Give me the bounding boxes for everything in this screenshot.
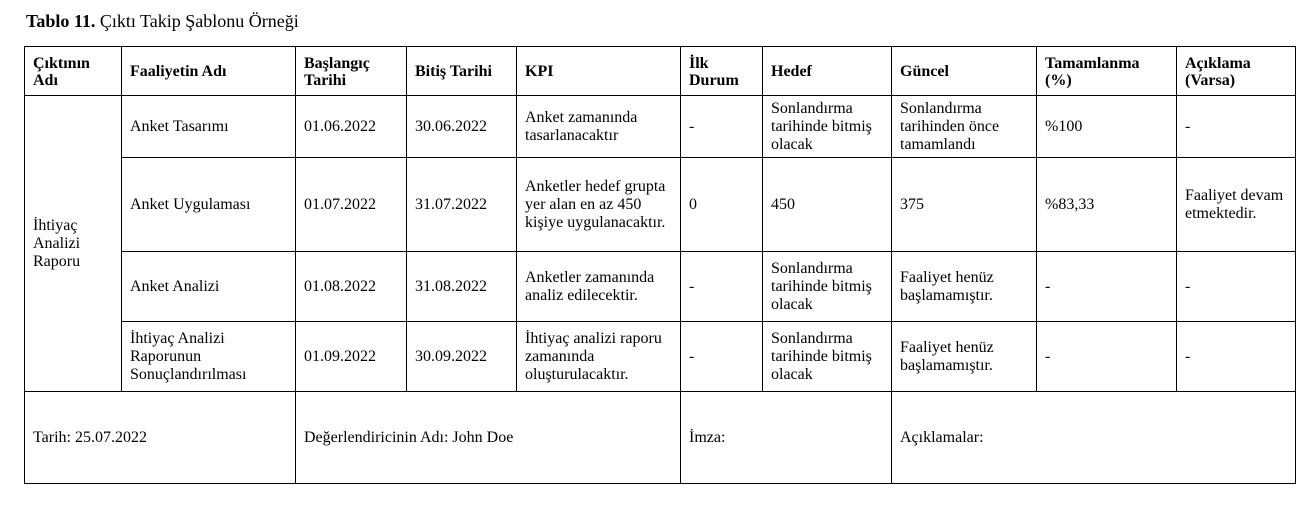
cell-activity: Anket Analizi <box>122 252 296 322</box>
table-row <box>25 158 1296 252</box>
cell-initial-status: - <box>681 96 763 158</box>
footer-remarks: Açıklamalar: <box>892 392 1296 484</box>
cell-initial-status: - <box>681 322 763 392</box>
header-kpi: KPI <box>517 47 681 96</box>
cell-completion: %100 <box>1037 96 1177 158</box>
cell-note: - <box>1177 252 1296 322</box>
cell-current: 375 <box>892 158 1037 252</box>
header-completion: Tamamlanma (%) <box>1037 47 1177 96</box>
cell-kpi: Anketler zamanında analiz edilecektir. <box>517 252 681 322</box>
header-target: Hedef <box>763 47 892 96</box>
cell-activity: Anket Tasarımı <box>122 96 296 158</box>
cell-current: Sonlandırma tarihinden önce tamamlandı <box>892 96 1037 158</box>
cell-current: Faaliyet henüz başlamamıştır. <box>892 252 1037 322</box>
cell-start-date: 01.09.2022 <box>296 322 407 392</box>
cell-completion: - <box>1037 252 1177 322</box>
table-row <box>25 96 1296 158</box>
header-initial-status: İlk Durum <box>681 47 763 96</box>
footer-row <box>25 392 1296 484</box>
table-row <box>25 322 1296 392</box>
header-output-name: Çıktının Adı <box>25 47 122 96</box>
cell-end-date: 30.06.2022 <box>407 96 517 158</box>
table-row <box>25 252 1296 322</box>
output-group-cell: İhtiyaç Analizi Raporu <box>25 96 122 392</box>
caption-text: Çıktı Takip Şablonu Örneği <box>99 11 299 31</box>
cell-target: Sonlandırma tarihinde bitmiş olacak <box>763 322 892 392</box>
footer-signature: İmza: <box>681 392 892 484</box>
header-start-date: Başlangıç Tarihi <box>296 47 407 96</box>
cell-kpi: İhtiyaç analizi raporu zamanında oluşturulacaktır. <box>517 322 681 392</box>
cell-start-date: 01.06.2022 <box>296 96 407 158</box>
header-row <box>25 47 1296 96</box>
cell-target: Sonlandırma tarihinde bitmiş olacak <box>763 96 892 158</box>
cell-note: Faaliyet devam etmektedir. <box>1177 158 1296 252</box>
cell-note: - <box>1177 322 1296 392</box>
cell-target: 450 <box>763 158 892 252</box>
caption-label: Tablo 11. <box>26 11 96 31</box>
header-current: Güncel <box>892 47 1037 96</box>
output-tracking-table <box>24 46 1296 484</box>
cell-kpi: Anketler hedef grupta yer alan en az 450 kişiye uygulanacaktır. <box>517 158 681 252</box>
footer-evaluator: Değerlendiricinin Adı: John Doe <box>296 392 681 484</box>
cell-completion: - <box>1037 322 1177 392</box>
cell-current: Faaliyet henüz başlamamıştır. <box>892 322 1037 392</box>
cell-activity: Anket Uygulaması <box>122 158 296 252</box>
cell-start-date: 01.07.2022 <box>296 158 407 252</box>
cell-target: Sonlandırma tarihinde bitmiş olacak <box>763 252 892 322</box>
cell-initial-status: - <box>681 252 763 322</box>
cell-kpi: Anket zamanında tasarlanacaktır <box>517 96 681 158</box>
header-end-date: Bitiş Tarihi <box>407 47 517 96</box>
cell-end-date: 31.07.2022 <box>407 158 517 252</box>
cell-start-date: 01.08.2022 <box>296 252 407 322</box>
header-notes: Açıklama (Varsa) <box>1177 47 1296 96</box>
cell-initial-status: 0 <box>681 158 763 252</box>
footer-date: Tarih: 25.07.2022 <box>25 392 296 484</box>
cell-end-date: 30.09.2022 <box>407 322 517 392</box>
table-caption <box>26 10 299 32</box>
header-activity-name: Faaliyetin Adı <box>122 47 296 96</box>
cell-end-date: 31.08.2022 <box>407 252 517 322</box>
cell-note: - <box>1177 96 1296 158</box>
cell-activity: İhtiyaç Analizi Raporunun Sonuçlandırılması <box>122 322 296 392</box>
cell-completion: %83,33 <box>1037 158 1177 252</box>
